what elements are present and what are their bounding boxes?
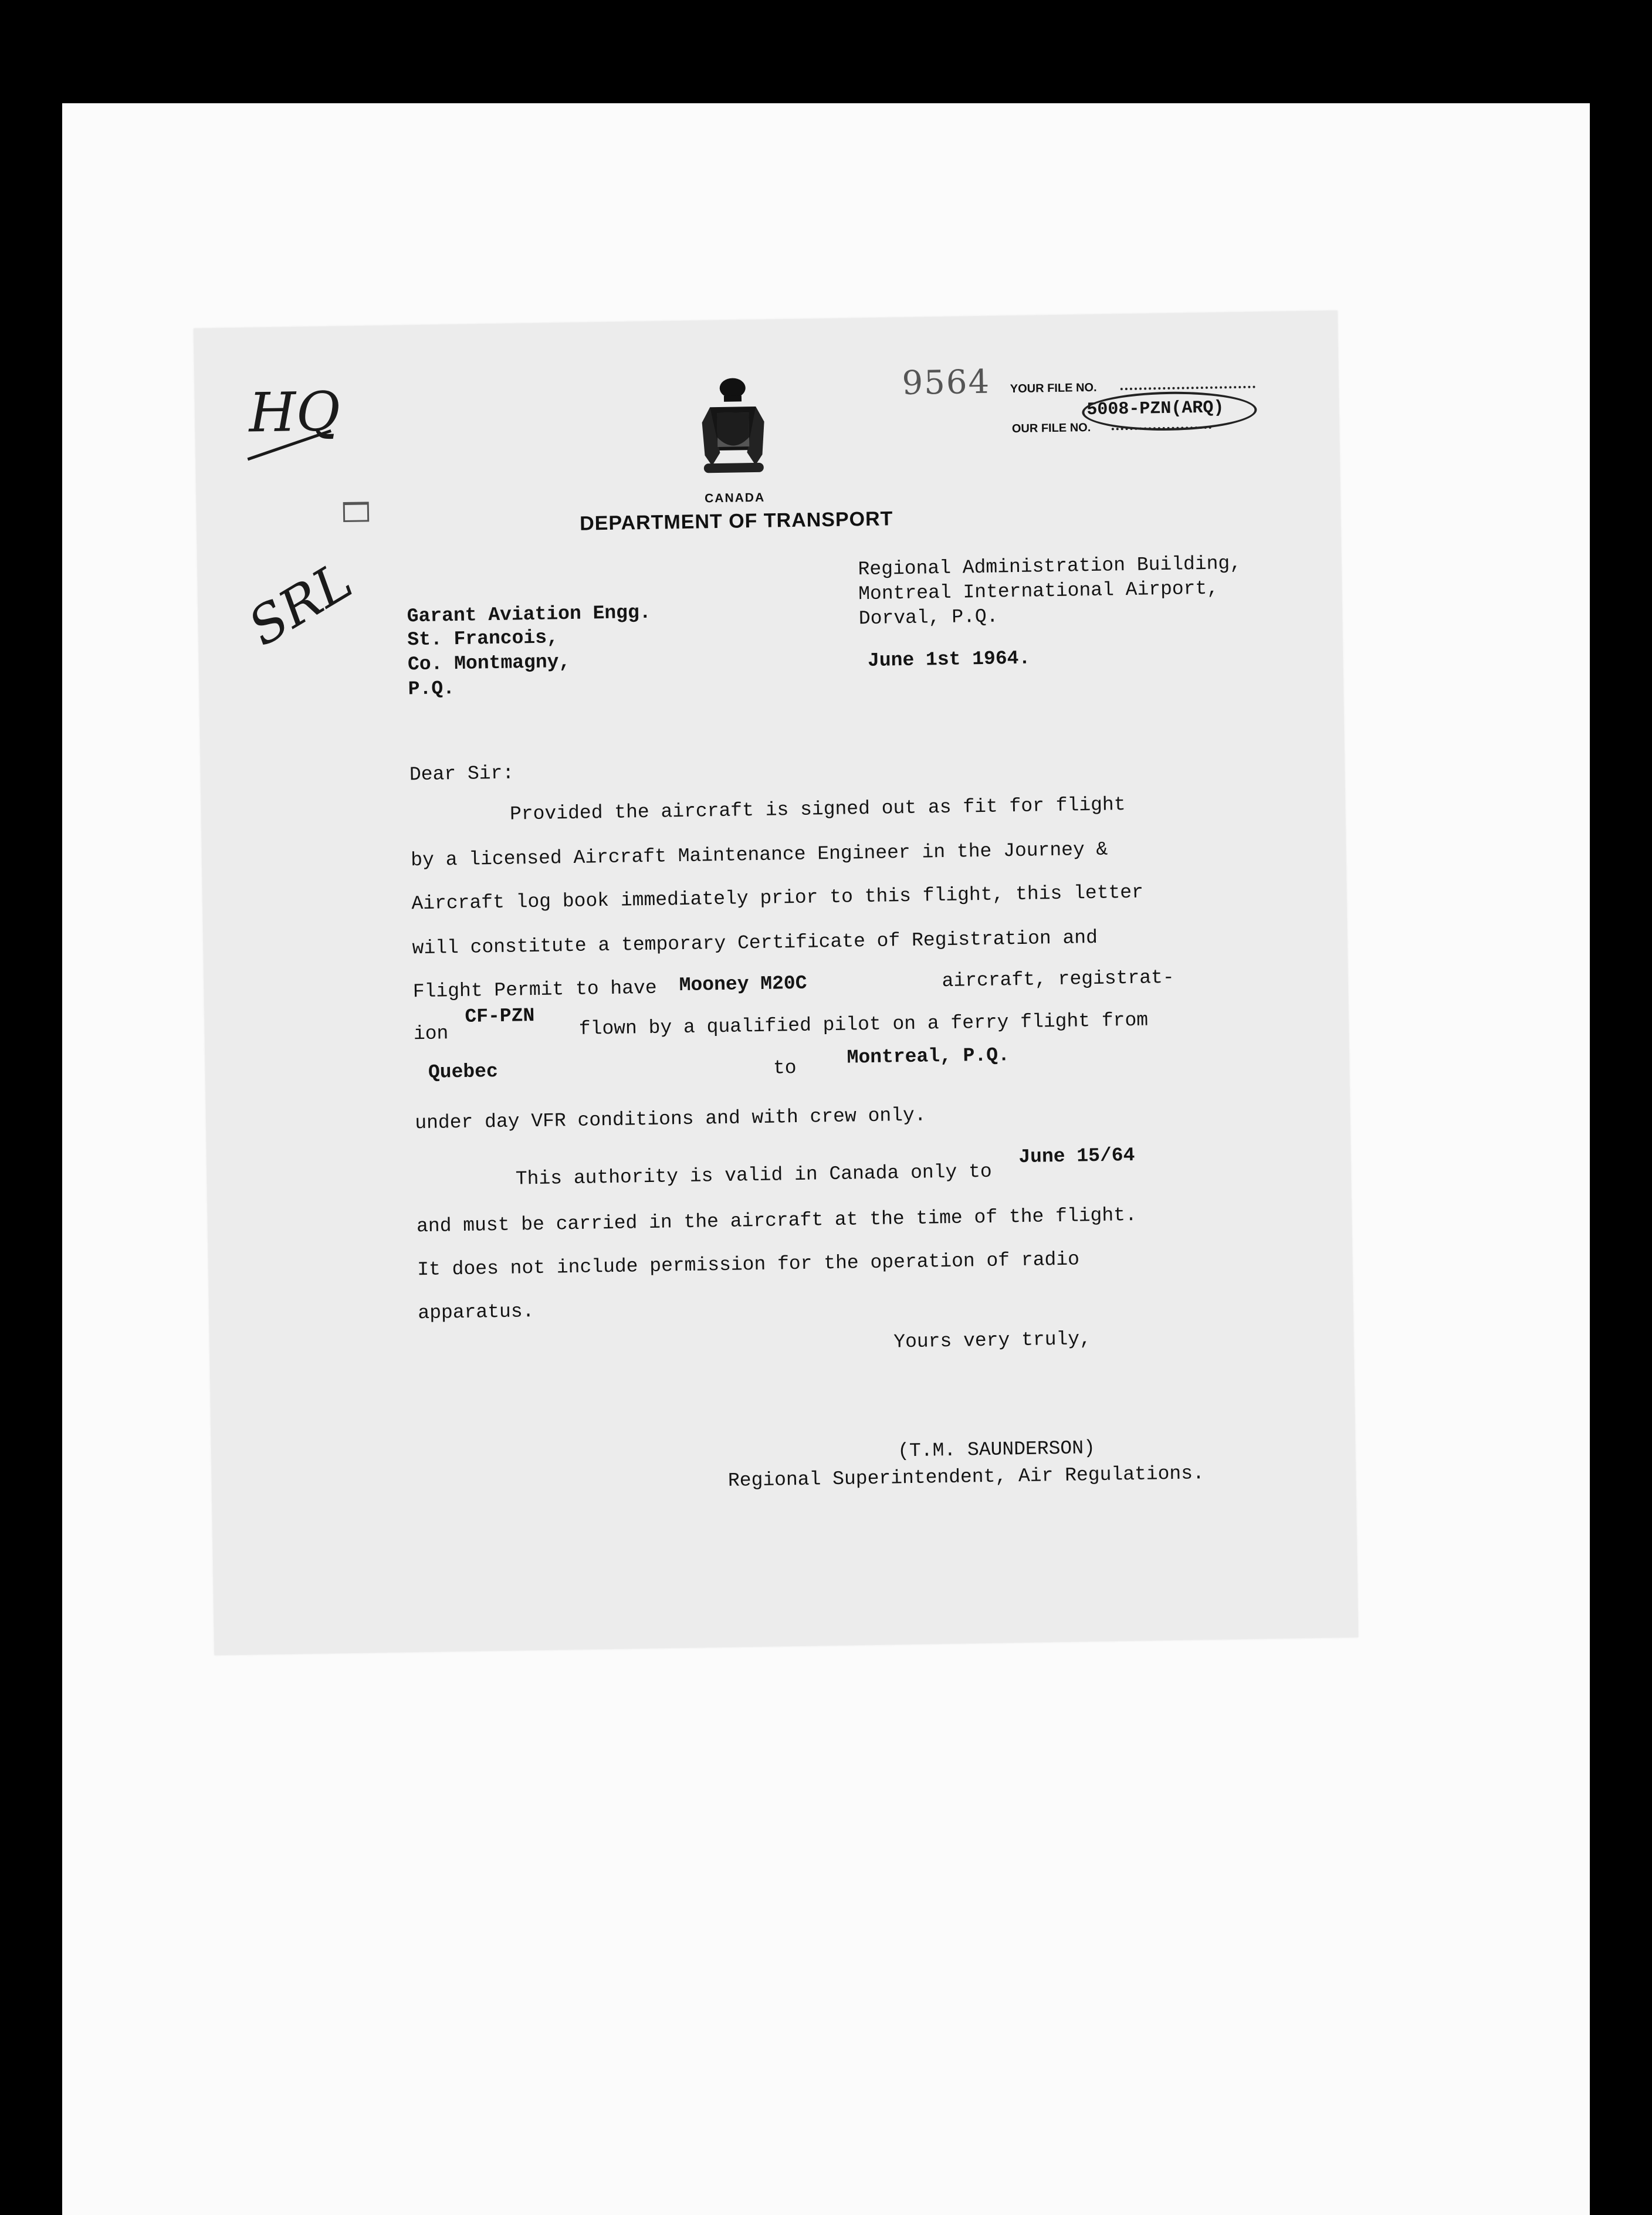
coat-of-arms-icon [696,376,770,482]
salutation: Dear Sir: [409,762,514,786]
our-file-label: OUR FILE NO. [1011,421,1091,436]
letter-date: June 1st 1964. [867,647,1031,672]
to-place: Montreal, P.Q. [847,1044,1010,1069]
our-file-circle [1082,391,1257,432]
recipient-line-3: Co. Montmagny, [407,651,571,676]
body-p1-line-3: Aircraft log book immediately prior to this flight, this letter [411,881,1144,915]
valid-until-date: June 15/64 [1018,1144,1135,1169]
from-place: Quebec [428,1061,499,1083]
recipient-line-4: P.Q. [408,678,455,700]
recipient-line-1: Garant Aviation Engg. [407,601,651,628]
recipient-line-2: St. Francois, [407,626,559,651]
body-p1-line-6a: ion [413,1022,449,1045]
letterhead-department: DEPARTMENT OF TRANSPORT [579,507,893,535]
body-p1-line-8: under day VFR conditions and with crew only. [415,1104,926,1134]
signature-title: Regional Superintendent, Air Regulations. [727,1462,1205,1492]
closing: Yours very truly, [893,1328,1092,1353]
signature-name: (T.M. SAUNDERSON) [897,1437,1096,1462]
sender-address-line-2: Montreal International Airport, [858,577,1219,605]
body-p1-line-5a: Flight Permit to have [412,977,657,1003]
body-p1-line-1: Provided the aircraft is signed out as fit for flight [509,794,1126,825]
letter-sheet [194,310,1358,1655]
body-p2-line-4: apparatus. [418,1300,534,1325]
tape-mark [343,502,370,522]
your-file-line [1120,386,1255,391]
aircraft-type: Mooney M20C [679,972,807,997]
sender-address-line-3: Dorval, P.Q. [858,605,998,630]
handwritten-hq: HQ [248,380,341,445]
body-p2-line-2: and must be carried in the aircraft at the time of the flight. [416,1204,1138,1238]
stamp-number: 9564 [902,363,991,403]
your-file-label: YOUR FILE NO. [1010,381,1097,396]
to-word: to [773,1057,797,1079]
handwritten-initials: SRL [238,550,363,658]
our-file-value: 5008-PZN(ARQ) [1086,398,1224,421]
body-p1-line-5b: aircraft, registrat- [942,966,1174,993]
letterhead-country: CANADA [704,490,766,506]
body-p1-line-2: by a licensed Aircraft Maintenance Engineer in the Journey & [410,838,1108,872]
body-p1-line-6b: flown by a qualified pilot on a ferry flight from [578,1009,1149,1040]
body-p1-line-4: will constitute a temporary Certificate of Registration and [412,926,1098,960]
registration: CF-PZN [465,1005,535,1028]
body-p2-line-3: It does not include permission for the operation of radio [417,1248,1080,1281]
sender-address-line-1: Regional Administration Building, [858,552,1242,581]
body-p2-line-1a: This authority is valid in Canada only to [515,1160,992,1190]
